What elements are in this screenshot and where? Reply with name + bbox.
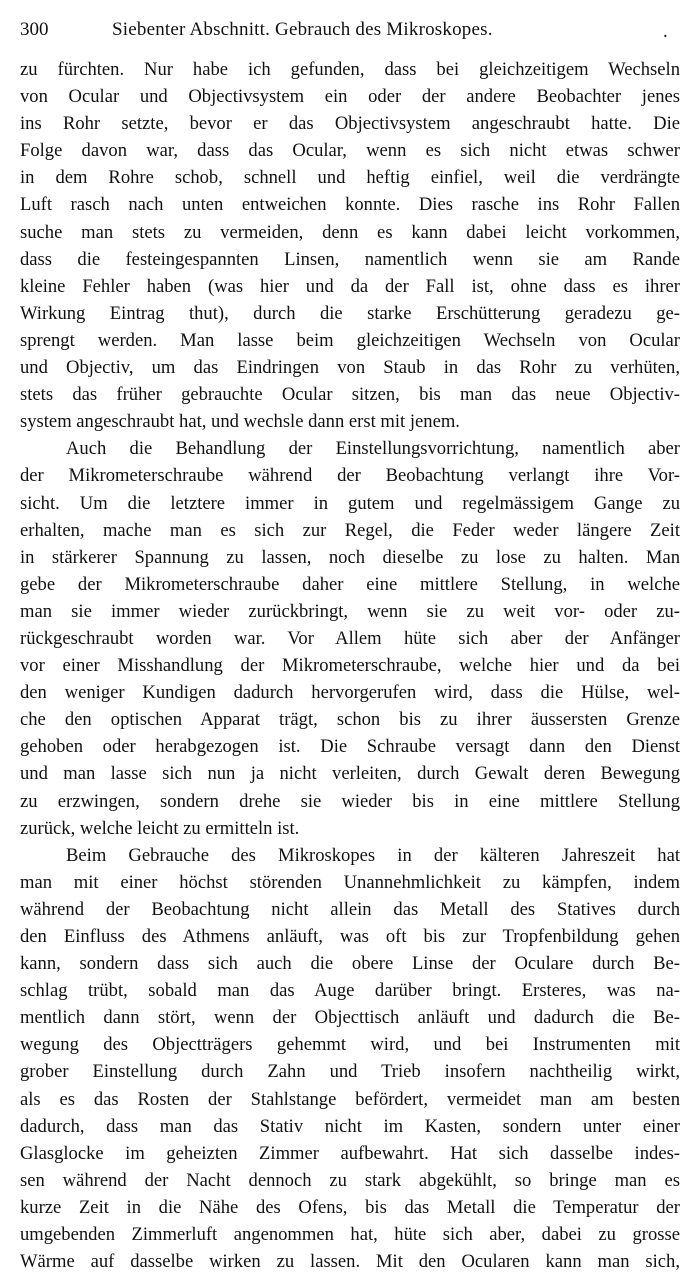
text-line: vor einer Misshandlung der Mikrometerschraube, welche hier und da bei [20, 655, 680, 677]
text-line: sen während der Nacht dennoch zu stark abgekühlt, so bringe man es [20, 1169, 680, 1191]
text-line: rückgeschraubt worden war. Vor Allem hüte sich aber der Anfänger [20, 627, 680, 649]
text-line: suche man stets zu vermeiden, denn es kann dabei leicht vorkommen, [20, 221, 680, 243]
text-line: während der Beobachtung nicht allein das Metall des Statives durch [20, 898, 680, 920]
text-line: ins Rohr setzte, bevor er das Objectivsystem angeschraubt hatte. Die [20, 113, 680, 135]
text-line: Wirkung Eintrag thut), durch die starke Erschütterung geradezu ge- [20, 302, 680, 324]
text-line: in stärkerer Spannung zu lassen, noch dieselbe zu lose zu halten. Man [20, 546, 680, 568]
running-title: Siebenter Abschnitt. Gebrauch des Mikroskopes. [112, 19, 493, 40]
text-line: system angeschraubt hat, und wechsle dann erst mit jenem. [20, 411, 460, 433]
text-line: als es das Rosten der Stahlstange befördert, vermeidet man am besten [20, 1088, 680, 1110]
text-line: che den optischen Apparat trägt, schon bis zu ihrer äussersten Grenze [20, 709, 680, 731]
text-line: zu fürchten. Nur habe ich gefunden, dass bei gleichzeitigem Wechseln [20, 59, 680, 80]
header-mark: . [663, 21, 668, 42]
text-line: Beim Gebrauche des Mikroskopes in der kälteren Jahreszeit hat [66, 844, 680, 866]
text-line: umgebenden Zimmerluft angenommen hat, hüte sich aber, dabei zu grosse [20, 1224, 680, 1246]
text-line: dass die festeingespannten Linsen, namentlich wenn sie am Rande [20, 248, 680, 270]
text-line: grober Einstellung durch Zahn und Trieb insofern nachtheilig wirkt, [20, 1061, 680, 1083]
text-line: Glasglocke im geheizten Zimmer aufbewahrt. Hat sich dasselbe indes- [20, 1142, 680, 1164]
text-line: sprengt werden. Man lasse beim gleichzeitigen Wechseln von Ocular [20, 329, 680, 351]
text-line: und man lasse sich nun ja nicht verleiten, durch Gewalt deren Bewegung [20, 763, 680, 785]
text-line: wegung des Objectträgers gehemmt wird, und bei Instrumenten mit [20, 1034, 680, 1056]
text-line: in dem Rohre schob, schnell und heftig einfiel, weil die verdrängte [20, 167, 680, 189]
text-line: man mit einer höchst störenden Unannehmlichkeit zu kämpfen, indem [20, 871, 680, 893]
text-line: erhalten, mache man es sich zur Regel, die Feder weder längere Zeit [20, 519, 680, 541]
text-line: Folge davon war, dass das Ocular, wenn es sich nicht etwas schwer [20, 140, 680, 162]
text-line: den weniger Kundigen dadurch hervorgerufen wird, dass die Hülse, wel- [20, 682, 680, 704]
text-line: mentlich dann stört, wenn der Objecttisch anläuft und dadurch die Be- [20, 1007, 680, 1029]
text-line: kann, sondern dass sich auch die obere Linse der Oculare durch Be- [20, 953, 680, 975]
text-line: der Mikrometerschraube während der Beobachtung verlangt ihre Vor- [20, 465, 680, 487]
text-line: Auch die Behandlung der Einstellungsvorrichtung, namentlich aber [66, 438, 680, 460]
text-line: den Einfluss des Athmens anläuft, was oft bis zur Tropfenbildung gehen [20, 926, 680, 947]
text-line: kurze Zeit in die Nähe des Ofens, bis das Metall die Temperatur der [20, 1196, 680, 1218]
page-header [20, 14, 675, 46]
text-line: dadurch, dass man das Stativ nicht im Kasten, sondern unter einer [20, 1115, 680, 1137]
text-line: schlag trübt, sobald man das Auge darüber bringt. Ersteres, was na- [20, 980, 680, 1002]
text-line: und Objectiv, um das Eindringen von Staub in das Rohr zu verhüten, [20, 357, 680, 379]
text-line: gehoben oder herabgezogen ist. Die Schraube versagt dann den Dienst [20, 736, 680, 758]
text-line: sicht. Um die letztere immer in gutem und regelmässigem Gange zu [20, 492, 680, 514]
text-line: von Ocular und Objectivsystem ein oder der andere Beobachter jenes [20, 86, 680, 108]
text-line: zu erzwingen, sondern drehe sie wieder bis in eine mittlere Stellung [20, 790, 680, 812]
text-line: zurück, welche leicht zu ermitteln ist. [20, 817, 300, 839]
body-text [20, 56, 680, 1275]
text-line: gebe der Mikrometerschraube daher eine mittlere Stellung, in welche [20, 573, 680, 595]
text-line: man sie immer wieder zurückbringt, wenn sie zu weit vor- oder zu- [20, 600, 680, 622]
page-number: 300 [20, 19, 49, 40]
text-line: kleine Fehler haben (was hier und da der Fall ist, ohne dass es ihrer [20, 275, 680, 297]
text-line: Luft rasch nach unten entweichen konnte. Dies rasche ins Rohr Fallen [20, 194, 680, 216]
text-line: stets das früher gebrauchte Ocular sitzen, bis man das neue Objectiv- [20, 384, 680, 406]
text-line: Wärme auf dasselbe wirken zu lassen. Mit den Ocularen kann man sich, [20, 1251, 680, 1273]
